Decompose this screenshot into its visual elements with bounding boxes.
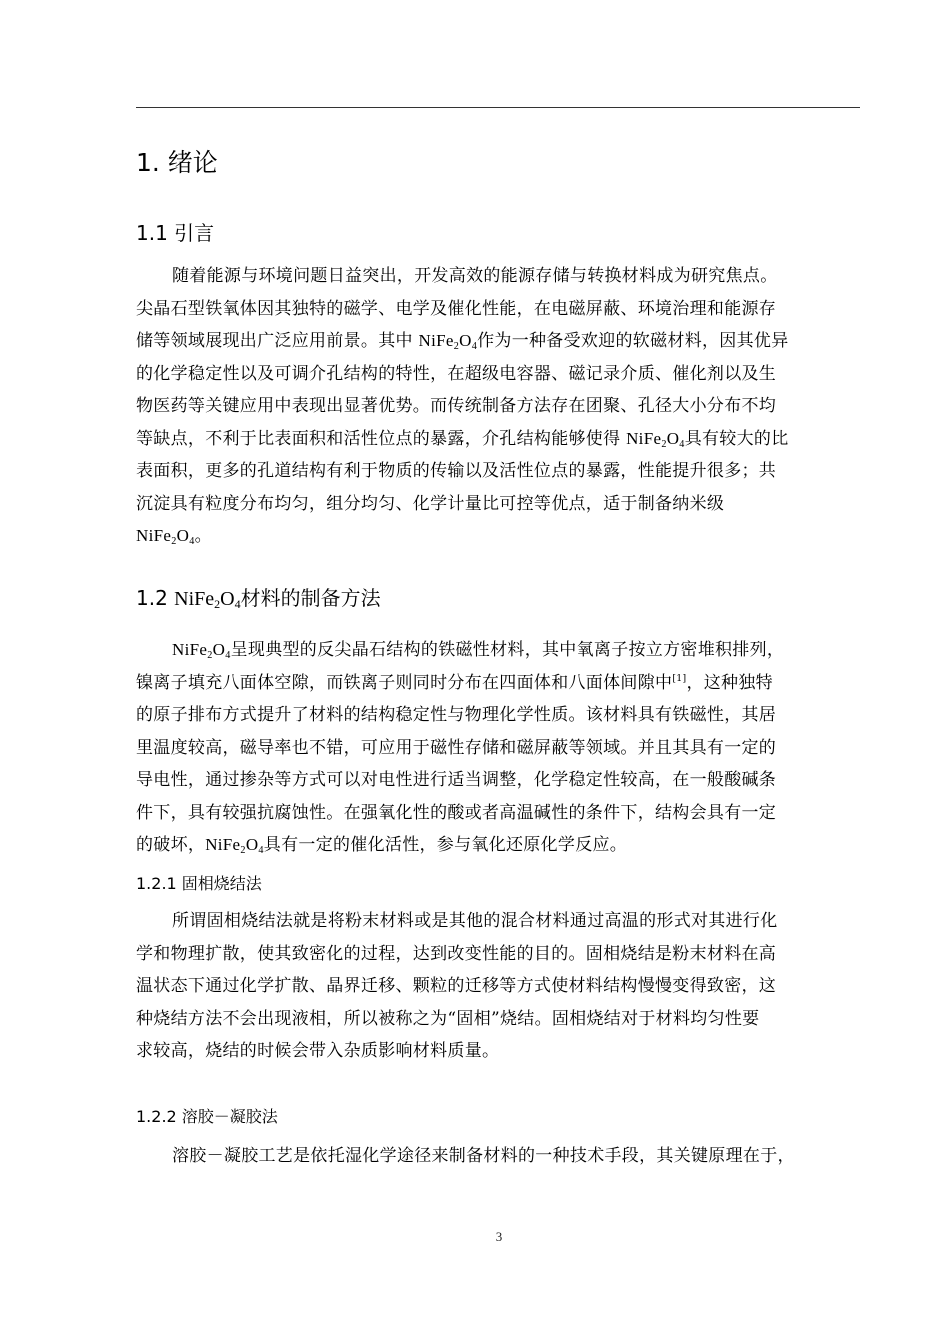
section-heading-1-1: 1.1 引言 — [136, 221, 215, 245]
text-line: 随着能源与环境问题日益突出，开发高效的能源存储与转换材料成为研究焦点。 — [172, 266, 778, 286]
text-line: 学和物理扩散，使其致密化的过程，达到改变性能的目的。固相烧结是粉末材料在高 — [136, 943, 777, 964]
text-line: 沉淀具有粒度分布均匀，组分均匀、化学计量比可控等优点，适于制备纳米级 — [136, 493, 725, 514]
text-line: 物医药等关键应用中表现出显著优势。而传统制备方法存在团聚、孔径大小分布不均 — [136, 396, 777, 416]
text-line: 所谓固相烧结法就是将粉末材料或是其他的混合材料通过高温的形式对其进行化 — [172, 911, 778, 931]
text-line: 温状态下通过化学扩散、晶界迁移、颗粒的迁移等方式使材料结构慢慢变得致密，这 — [136, 976, 777, 996]
text-line: 件下，具有较强抗腐蚀性。在强氧化性的酸或者高温碱性的条件下，结构会具有一定 — [136, 802, 777, 823]
text-line: 储等领域展现出广泛应用前景。其中 $NiFe_2O_4$作为一种备受欢迎的软磁材料，因其优异 — [136, 331, 789, 352]
text-line: 表面积，更多的孔道结构有利于物质的传输以及活性位点的暴露，性能提升很多；共 — [136, 461, 777, 481]
text-line: $NiFe_2O_4$呈现典型的反尖晶石结构的铁磁性材料，其中氧离子按立方密堆积排列， — [172, 640, 785, 661]
text-line: $NiFe_2O_4$。 — [136, 526, 212, 547]
text-line: 的原子排布方式提升了材料的结构稳定性与物理化学性质。该材料具有铁磁性，其居 — [136, 705, 777, 725]
section-1-2-paragraph — [136, 634, 860, 862]
header-rule — [136, 107, 860, 108]
text-line: 镍离子填充八面体空隙，而铁离子则同时分布在四面体和八面体间隙中[1]，这种独特 — [136, 672, 773, 693]
subsection-1-2-1-paragraph — [136, 905, 860, 1068]
text-line: 种烧结方法不会出现液相，所以被称之为“固相”烧结。固相烧结对于材料均匀性要 — [136, 1008, 760, 1029]
subsection-heading-1-2-1: 1.2.1 固相烧结法 — [136, 874, 262, 893]
section-heading-1-2: 1.2 $NiFe_2O_4$材料的制备方法 — [136, 586, 381, 611]
chapter-title: 1. 绪论 — [136, 148, 218, 177]
subsection-1-2-2-paragraph — [136, 1140, 860, 1173]
text-line: 导电性，通过掺杂等方式可以对电性进行适当调整，化学稳定性较高，在一般酸碱条 — [136, 770, 777, 790]
section-1-1-paragraph — [136, 260, 860, 553]
text-line: 的化学稳定性以及可调介孔结构的特性，在超级电容器、磁记录介质、催化剂以及生 — [136, 363, 777, 384]
text-line: 里温度较高，磁导率也不错，可应用于磁性存储和磁屏蔽等领域。并且其具有一定的 — [136, 737, 777, 758]
text-line: 尖晶石型铁氧体因其独特的磁学、电学及催化性能，在电磁屏蔽、环境治理和能源存 — [136, 298, 777, 319]
text-line: 溶胶－凝胶工艺是依托湿化学途径来制备材料的一种技术手段，其关键原理在于， — [172, 1146, 795, 1166]
text-line: 等缺点，不利于比表面积和活性位点的暴露，介孔结构能够使得 $NiFe_2O_4$具有较大的比 — [136, 428, 789, 450]
text-line: 的破坏，$NiFe_2O_4$具有一定的催化活性，参与氧化还原化学反应。 — [136, 835, 628, 856]
text-line: 求较高，烧结的时候会带入杂质影响材料质量。 — [136, 1041, 500, 1061]
subsection-heading-1-2-2: 1.2.2 溶胶－凝胶法 — [136, 1107, 278, 1126]
page-number: 3 — [495, 1229, 503, 1244]
